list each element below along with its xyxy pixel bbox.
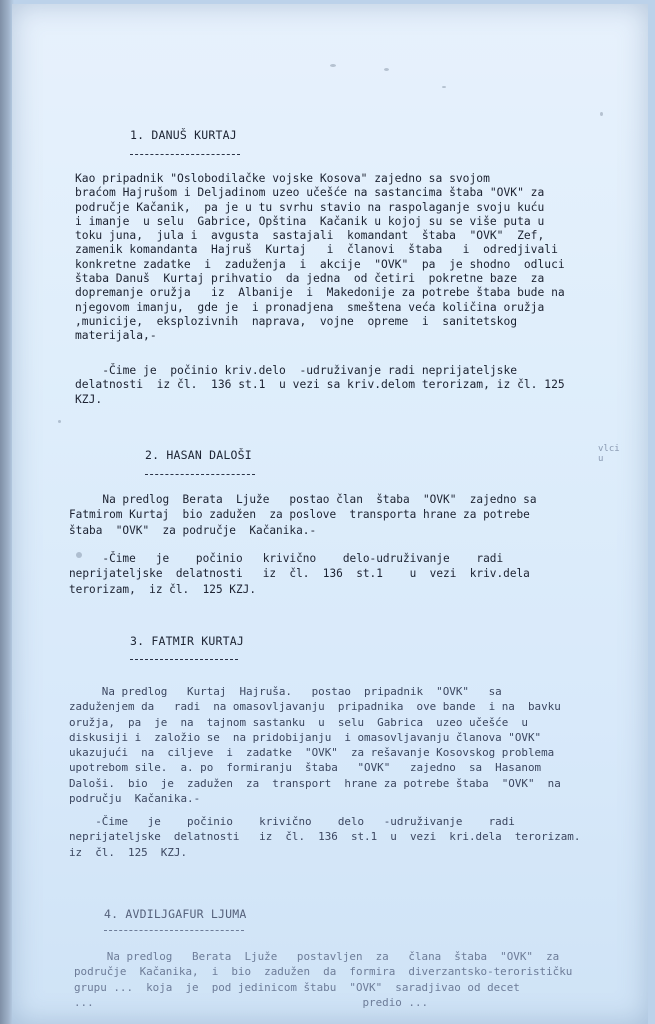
section-2-underline: [145, 474, 255, 475]
section-1-body: Kao pripadnik "Oslobodilačke vojske Kosova" zajedno sa svojom braćom Hajrušom i Deljadinom uzeo učešće na sastancima štaba "OVK" za područje Kačanik, pa je u tu svrhu stavio na raspolaganje svoju kuću i imanje u selu Gabrice, Opština Kačanik u kojoj su se više puta u toku juna, jula i avgusta sastajali komandant štaba "OVK" Zef, zamenik komandanta Hajruš Kurtaj i članovi štaba i odredjivali konkretne zadatke i zaduženja i akcije "OVK" pa je shodno odluci štaba Danuš Kurtaj prihvatio da jedna od četiri pokretne baze za dopremanje oružja iz Albanije i Makedonije za potrebe štaba bude na njegovom imanju, gde je i pronadjena smeštena veća količina oružja ,municije, eksplozivnih naprava, vojne opreme i sanitetskog materijala,-: [75, 172, 565, 343]
ink-speck: [384, 68, 389, 71]
section-3-heading: 3. FATMIR KURTAJ: [130, 634, 244, 648]
ink-speck: [600, 112, 603, 116]
section-2-heading: 2. HASAN DALOŠI: [145, 448, 252, 462]
section-1-heading: 1. DANUŠ KURTAJ: [130, 128, 237, 142]
document-page: [12, 4, 648, 1024]
section-4-underline: [104, 930, 244, 931]
section-4-body: Na predlog Berata Ljuže postavljen za člana štaba "OVK" za područje Kačanika, i bio zadužen da formira diverzantsko-terorističku grupu ... koja je pod jedinicom štabu "OVK" saradjivao od decet ... predio ...: [74, 950, 573, 1009]
section-3-body: Na predlog Kurtaj Hajruša. postao pripadnik "OVK" sa zaduženjem da radi na omasovljavanju pripadnika ove bande i na bavku oružja, pa je na tajnom sastanku u selu Gabrica uzeo učešće u diskusiji i založio se na pridobijanju i omasovljavanju članova "OVK" ukazujući na ciljeve i zadatke "OVK" za rešavanje Kosovskog problema upotrebom sile. a. po formiranju štaba "OVK" zajedno sa Hasanom Daloši. bio je zadužen za transport hrane za potrebe štaba "OVK" na području Kačanika.-: [69, 685, 561, 806]
section-1-underline: [130, 154, 240, 155]
section-3-verdict: -Čime je počinio krivično delo -udruživanje radi neprijateljske delatnosti iz čl. 136 st.1 u vezi kri.dela terorizam. iz čl. 125 KZJ.: [69, 815, 581, 859]
section-2-body: Na predlog Berata Ljuže postao član štaba "OVK" zajedno sa Fatmirom Kurtaj bio zadužen za poslove transporta hrane za potrebe štaba "OVK" za područje Kačanika.-: [69, 493, 537, 537]
section-1-verdict: -Čime je počinio kriv.delo -udruživanje radi neprijateljske delatnosti iz čl. 136 st.1 u vezi sa kriv.delom terorizam, iz čl. 125 KZJ.: [75, 364, 565, 406]
ink-speck: [330, 64, 336, 67]
ink-speck: [442, 86, 446, 88]
section-2-verdict: -Čime je počinio krivično delo-udruživanje radi neprijateljske delatnosti iz čl. 136 st.1 u vezi kriv.dela terorizam, iz čl. 125 KZJ.: [69, 552, 530, 596]
section-4-heading: 4. AVDILJGAFUR LJUMA: [104, 907, 247, 921]
margin-mark: vlci u: [598, 444, 620, 464]
ink-speck: [58, 420, 61, 423]
section-3-underline: [130, 659, 238, 660]
